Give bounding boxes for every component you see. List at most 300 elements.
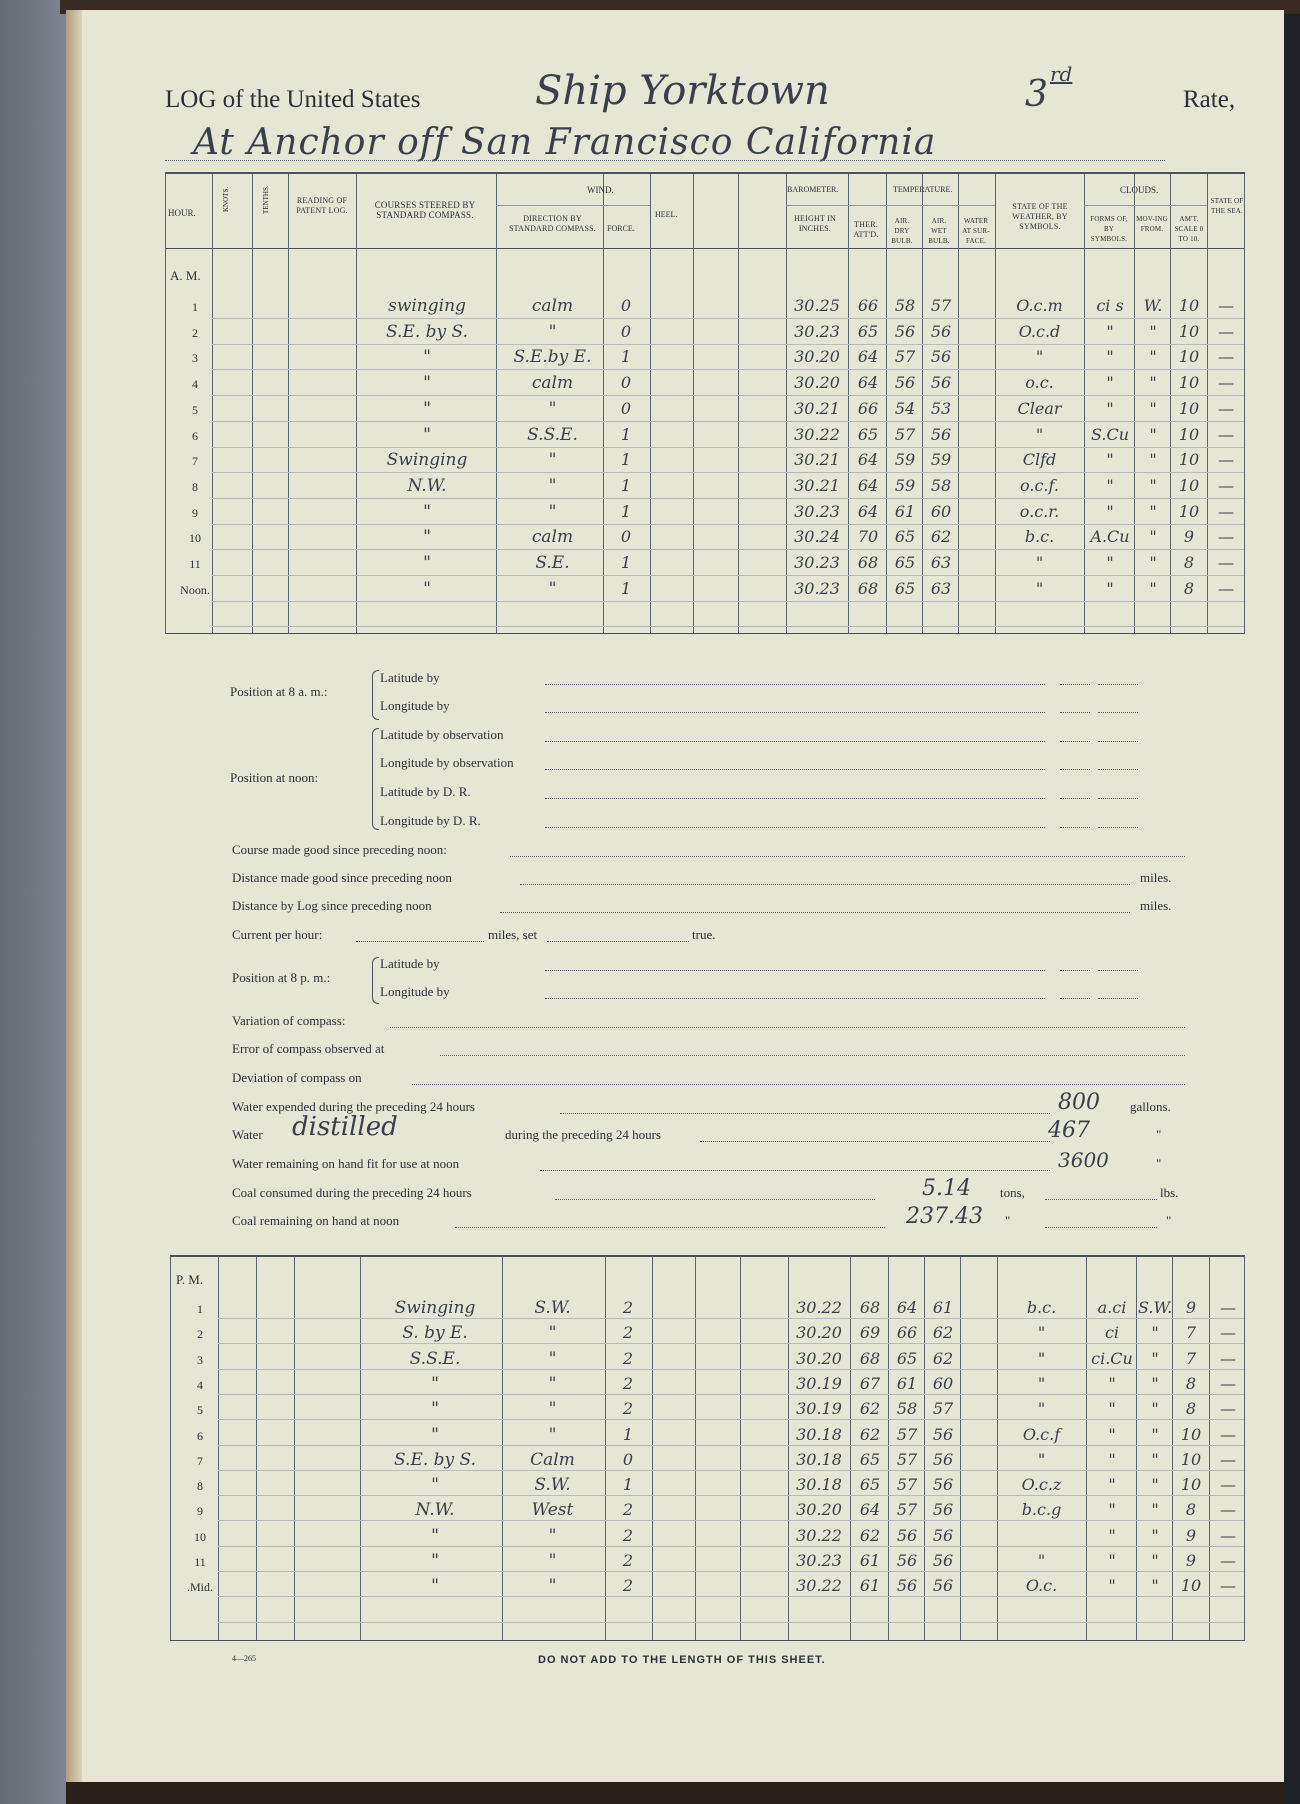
fill-in-line [1098,827,1138,828]
pm-col-line [170,1257,171,1640]
pm-col-line [1172,1257,1173,1640]
pm-dir-cell: " [548,1348,557,1369]
pm-dir-cell: " [548,1323,557,1344]
am-amount-cell: 10 [1178,424,1200,444]
pm-weather-cell: " [1037,1449,1046,1469]
pm-row-line [218,1596,1244,1597]
pm-wet-cell: 56 [932,1576,954,1596]
pm-forms-cell: " [1108,1551,1116,1570]
am-dir-cell: " [548,321,557,342]
pm-amount-cell: 10 [1180,1475,1202,1495]
pm-height-cell: 30.19 [796,1399,842,1419]
pm-dry-cell: 57 [896,1500,918,1520]
am-force-cell: 0 [620,527,632,547]
am-force-cell: 1 [620,578,632,598]
am-amount-cell: 10 [1178,450,1200,470]
am-wet-cell: 60 [930,501,952,521]
am-dir-cell: " [548,475,557,496]
pm-col-line [605,1257,606,1640]
fill-in-line [545,798,1045,799]
am-course-cell: Swinging [386,450,468,471]
pm-forms-cell: " [1108,1399,1116,1419]
ditto-3: " [1005,1213,1011,1228]
am-sea-cell: — [1218,527,1234,547]
pm-bottom-rule [170,1640,1245,1641]
am-col-line [252,174,253,634]
pm-course-cell: " [431,1551,439,1571]
am-dir-cell: S.E.by E. [513,347,592,368]
table-top-rule [165,172,1245,174]
am-weather-cell: o.c. [1025,373,1054,393]
true-label: true. [692,927,716,942]
am-dry-cell: 58 [894,296,916,315]
am-dry-cell: 57 [894,424,916,444]
pm-row-line [218,1419,1244,1420]
am-wet-cell: 59 [930,450,952,470]
am-force-cell: 1 [620,424,632,444]
am-height-cell: 30.23 [794,553,840,572]
pm-height-cell: 30.20 [796,1348,842,1368]
fill-in-line [1098,741,1138,742]
am-col-line [848,174,849,634]
coal-consumed-value: 5.14 [922,1176,971,1201]
pm-course-cell: " [431,1525,439,1546]
pm-forms-cell: " [1108,1424,1116,1444]
am-course-cell: swinging [388,296,466,316]
pm-forms-cell: " [1108,1373,1116,1393]
pm-sea-cell: — [1220,1475,1236,1495]
am-row-line [212,395,1244,396]
pos-noon-lat-obs: Latitude by observation [380,727,504,742]
col-tenths: TENTHS. [262,185,270,214]
col-temperature: TEMPERATURE. [893,185,953,194]
pm-dir-cell: West [531,1500,574,1521]
location: At Anchor off San Francisco California [193,122,937,163]
am-col-line [738,174,739,634]
pm-label: P. M. [176,1272,204,1287]
pm-row-line [218,1445,1244,1446]
am-weather-cell: b.c. [1024,527,1055,547]
am-col-line [1244,174,1245,634]
pm-wet-cell: 61 [932,1298,954,1317]
pm-dry-cell: 56 [896,1551,918,1570]
pm-height-cell: 30.18 [796,1424,842,1444]
am-course-cell: " [423,501,431,522]
pm-dry-cell: 66 [896,1323,918,1343]
am-height-cell: 30.23 [794,501,840,521]
book-cover-bottom [66,1782,1284,1804]
pm-force-cell: 2 [622,1525,634,1545]
location-line [165,160,1165,161]
pm-dry-cell: 65 [896,1348,918,1368]
pm-row-line [218,1495,1244,1496]
am-sea-cell: — [1218,373,1234,393]
am-hour-cell: 7 [192,454,198,469]
am-dir-cell: calm [531,296,574,316]
am-amount-cell: 10 [1178,296,1200,315]
fill-in-line [412,1084,1185,1085]
rate-superscript: rd [1050,62,1073,86]
pm-amount-cell: 9 [1185,1525,1197,1545]
am-col-line [958,174,959,634]
col-sea: STATE OF THE SEA. [1210,197,1244,215]
water-expended-label: Water expended during the preceding 24 hours [232,1099,475,1114]
am-moving-cell: " [1149,553,1157,572]
am-row-line [212,344,1244,345]
am-moving-cell: " [1149,424,1157,444]
am-moving-cell: " [1149,321,1157,341]
am-amount-cell: 10 [1178,398,1200,418]
pm-ther-cell: 67 [859,1373,881,1393]
pm-course-cell: S.E. by S. [394,1449,476,1470]
am-amount-cell: 9 [1183,527,1195,547]
pm-ther-cell: 68 [859,1348,881,1368]
pm-dry-cell: 56 [896,1576,918,1596]
am-amount-cell: 10 [1178,321,1200,341]
fill-in-line [700,1141,1050,1142]
pm-dry-cell: 57 [896,1424,918,1444]
pm-height-cell: 30.20 [796,1323,842,1343]
pm-moving-cell: " [1151,1323,1159,1343]
pm-weather-cell: " [1037,1348,1046,1368]
pm-dir-cell: " [548,1373,557,1394]
col-hour: HOUR. [168,208,196,218]
pm-forms-cell: " [1108,1500,1116,1520]
pm-wet-cell: 62 [932,1348,954,1368]
pm-force-cell: 2 [622,1298,634,1317]
am-dry-cell: 59 [894,475,916,495]
page-gutter [66,10,82,1794]
pm-sea-cell: — [1220,1373,1236,1393]
am-dir-cell: " [548,501,557,522]
pm-sea-cell: — [1220,1551,1236,1570]
pm-row-line [218,1520,1244,1521]
am-col-line [995,174,996,634]
pm-col-line [850,1257,851,1640]
pm-ther-cell: 65 [859,1449,881,1469]
pos-8pm-lon: Longitude by [380,984,450,999]
am-hour-cell: Noon. [180,582,210,597]
pm-ther-cell: 64 [859,1500,881,1520]
pos-noon-lon-obs: Longitude by observation [380,755,514,770]
pm-dry-cell: 56 [896,1525,918,1545]
pm-hour-cell: 3 [197,1352,203,1367]
fill-in-line [1098,712,1138,713]
pm-weather-cell: O.c.f [1022,1424,1061,1444]
pm-wet-cell: 57 [932,1399,954,1419]
am-dir-cell: S.S.E. [527,424,578,445]
am-force-cell: 1 [620,450,632,470]
pm-col-line [502,1257,503,1640]
fill-in-line [1098,970,1138,971]
am-sea-cell: — [1218,424,1234,444]
pm-ther-cell: 62 [859,1525,881,1545]
pm-weather-cell: b.c.g [1021,1500,1062,1520]
water-during: during the preceding 24 hours [505,1127,661,1142]
pm-height-cell: 30.19 [796,1373,842,1393]
pm-dir-cell: " [548,1525,557,1546]
pm-amount-cell: 10 [1180,1424,1202,1444]
pm-course-cell: " [431,1475,439,1496]
pm-dir-cell: " [548,1576,557,1597]
am-col-line [693,174,694,634]
am-sea-cell: — [1218,398,1234,418]
brace [372,728,379,830]
pm-height-cell: 30.22 [796,1525,842,1545]
pm-sea-cell: — [1220,1500,1236,1520]
pm-weather-cell: O.c. [1025,1576,1058,1596]
pm-wet-cell: 56 [932,1525,954,1545]
pm-wet-cell: 60 [932,1373,954,1393]
am-moving-cell: " [1149,578,1157,598]
pos-8am-lat: Latitude by [380,670,440,685]
fill-in-line [1060,827,1090,828]
pm-amount-cell: 8 [1185,1373,1197,1393]
fill-in-line [545,741,1045,742]
am-row-line [212,524,1244,525]
am-ther-cell: 68 [857,553,879,572]
pm-dry-cell: 57 [896,1475,918,1495]
am-dry-cell: 56 [894,373,916,393]
pm-moving-cell: " [1151,1399,1159,1419]
pm-force-cell: 0 [622,1449,634,1469]
am-moving-cell: " [1149,450,1157,470]
pm-col-line [924,1257,925,1640]
am-forms-cell: S.Cu [1090,424,1130,444]
am-sea-cell: — [1218,296,1234,315]
am-dir-cell: " [548,450,557,471]
pm-forms-cell: " [1108,1475,1116,1495]
am-forms-cell: A.Cu [1090,527,1130,547]
am-force-cell: 1 [620,347,632,367]
am-height-cell: 30.21 [794,398,840,418]
am-amount-cell: 10 [1178,501,1200,521]
pm-moving-cell: " [1151,1475,1159,1495]
pm-col-line [997,1257,998,1640]
pm-weather-cell: O.c.z [1021,1475,1062,1495]
fill-in-line [455,1227,885,1228]
pm-force-cell: 1 [622,1424,634,1444]
pm-weather-cell: " [1037,1373,1046,1393]
pm-force-cell: 2 [622,1323,634,1343]
water-expended-value: 800 [1058,1090,1100,1115]
ditto-4: " [1166,1213,1172,1228]
pm-col-line [960,1257,961,1640]
miles-set: miles, set [488,927,538,942]
pm-ther-cell: 65 [859,1475,881,1495]
pm-force-cell: 2 [622,1500,634,1520]
am-amount-cell: 8 [1183,578,1195,598]
pm-force-cell: 1 [622,1475,634,1495]
am-wet-cell: 56 [930,373,952,393]
am-sea-cell: — [1218,450,1234,470]
pm-forms-cell: " [1108,1449,1116,1469]
fill-in-line [1060,741,1090,742]
pm-row-line [218,1343,1244,1344]
pm-height-cell: 30.22 [796,1298,842,1317]
am-course-cell: " [423,373,431,394]
col-baro-height: HEIGHT IN INCHES. [794,214,836,233]
distance-by-log: Distance by Log since preceding noon [232,898,432,913]
am-dry-cell: 61 [894,501,916,521]
am-row-line [212,626,1244,627]
am-forms-cell: " [1106,347,1114,367]
pm-moving-cell: " [1151,1500,1159,1520]
am-forms-cell: " [1106,373,1114,393]
coal-remaining-label: Coal remaining on hand at noon [232,1213,400,1228]
col-wind-force: FORCE. [607,224,635,233]
am-dir-cell: calm [531,373,574,394]
am-forms-cell: " [1106,501,1114,521]
am-ther-cell: 64 [857,373,879,393]
col-knots: KNOTS. [222,186,230,212]
am-row-line [212,601,1244,602]
pm-dir-cell: " [548,1551,557,1571]
pm-course-cell: S. by E. [402,1323,468,1344]
am-sea-cell: — [1218,347,1234,367]
fill-in-line [1098,769,1138,770]
am-hour-cell: 3 [192,351,198,366]
pm-weather-cell: " [1037,1399,1046,1419]
am-row-line [212,421,1244,422]
pm-moving-cell: " [1151,1525,1159,1545]
am-sea-cell: — [1218,475,1234,495]
am-moving-cell: " [1149,475,1157,495]
am-row-line [212,318,1244,319]
fill-in-line [545,684,1045,685]
pm-forms-cell: " [1108,1525,1116,1545]
am-hour-cell: 10 [189,531,201,546]
am-col-line [1084,174,1085,634]
am-col-line [786,174,787,634]
am-amount-cell: 10 [1178,373,1200,393]
am-force-cell: 0 [620,373,632,393]
am-label: A. M. [170,268,201,283]
pm-course-cell: N.W. [415,1500,455,1521]
rate-label: Rate, [1183,86,1236,113]
fill-in-line [1098,798,1138,799]
am-height-cell: 30.23 [794,321,840,341]
col-courses: COURSES STEERED BY STANDARD COMPASS. [374,200,476,220]
col-air-dry: AIR. DRY BULB. [891,217,913,245]
pm-course-cell: S.S.E. [409,1348,461,1369]
am-col-line [1207,174,1208,634]
pm-col-line [294,1257,295,1640]
fill-in-line [545,769,1045,770]
am-wet-cell: 56 [930,424,952,444]
am-weather-cell: " [1035,347,1044,367]
pm-forms-cell: a.ci [1097,1298,1127,1317]
fill-in-line [1060,970,1090,971]
am-hour-cell: 11 [189,557,201,571]
variation-of-compass: Variation of compass: [232,1013,346,1028]
lbs-label: lbs. [1160,1185,1179,1200]
am-weather-cell: " [1035,553,1044,572]
pm-wet-cell: 56 [932,1475,954,1495]
pm-col-line [652,1257,653,1640]
am-wet-cell: 58 [930,475,952,495]
am-moving-cell: " [1149,527,1157,547]
brace [372,670,379,720]
col-clouds: CLOUDS. [1120,185,1159,195]
am-course-cell: " [423,527,431,548]
am-row-line [212,369,1244,370]
am-col-line [496,174,497,634]
header-bottom-rule [165,248,1245,249]
pm-forms-cell: " [1108,1576,1116,1596]
am-force-cell: 0 [620,398,632,418]
am-col-line [650,174,651,634]
am-moving-cell: " [1149,398,1157,418]
am-sea-cell: — [1218,578,1234,598]
book-binding [0,0,66,1804]
am-forms-cell: " [1106,398,1114,418]
am-ther-cell: 66 [857,296,879,315]
pm-hour-cell: 7 [197,1453,203,1468]
background-right [1283,0,1300,1804]
pm-sea-cell: — [1220,1399,1236,1419]
coal-consumed-label: Coal consumed during the preceding 24 hours [232,1185,472,1200]
am-moving-cell: " [1149,501,1157,521]
pm-moving-cell: " [1151,1348,1159,1368]
pm-forms-cell: ci.Cu [1091,1348,1133,1368]
am-amount-cell: 8 [1183,553,1195,572]
am-dry-cell: 65 [894,578,916,598]
am-dry-cell: 54 [894,398,916,418]
wind-sub-rule [496,205,650,206]
pm-dir-cell: " [548,1399,557,1420]
am-force-cell: 1 [620,553,632,572]
am-height-cell: 30.22 [794,424,840,444]
am-weather-cell: o.c.f. [1020,475,1059,495]
am-ther-cell: 64 [857,501,879,521]
am-ther-cell: 64 [857,475,879,495]
miles-1: miles. [1140,870,1172,885]
fill-in-line [555,1199,875,1200]
am-sea-cell: — [1218,321,1234,341]
am-wet-cell: 56 [930,347,952,367]
pm-force-cell: 2 [622,1399,634,1419]
am-weather-cell: Clfd [1022,450,1057,470]
fill-in-line [500,912,1130,913]
am-row-line [212,498,1244,499]
pm-hour-cell: 9 [197,1504,203,1519]
pm-weather-cell: b.c. [1026,1298,1057,1317]
pm-height-cell: 30.22 [796,1576,842,1596]
pm-wet-cell: 56 [932,1551,954,1570]
pm-col-line [1209,1257,1210,1640]
gallons-label: gallons. [1130,1099,1171,1114]
course-made-good: Course made good since preceding noon: [232,842,447,857]
water-distilled-value: 467 [1048,1118,1090,1143]
pos-noon-lat-dr: Latitude by D. R. [380,784,471,799]
am-row-line [212,549,1244,550]
pm-sea-cell: — [1220,1348,1236,1368]
am-row-line [212,447,1244,448]
pm-col-line [740,1257,741,1640]
col-air-wet: AIR. WET BULB. [928,217,950,245]
ditto-2: " [1156,1156,1162,1171]
pm-force-cell: 2 [622,1373,634,1393]
pm-weather-cell: " [1037,1551,1046,1570]
fill-in-line [510,856,1185,857]
fill-in-line [1098,684,1138,685]
col-barometer: BAROMETER. [787,185,839,194]
error-of-compass: Error of compass observed at [232,1041,385,1056]
pos-8pm-lat: Latitude by [380,956,440,971]
pm-col-line [360,1257,361,1640]
pm-course-cell: " [431,1373,439,1394]
